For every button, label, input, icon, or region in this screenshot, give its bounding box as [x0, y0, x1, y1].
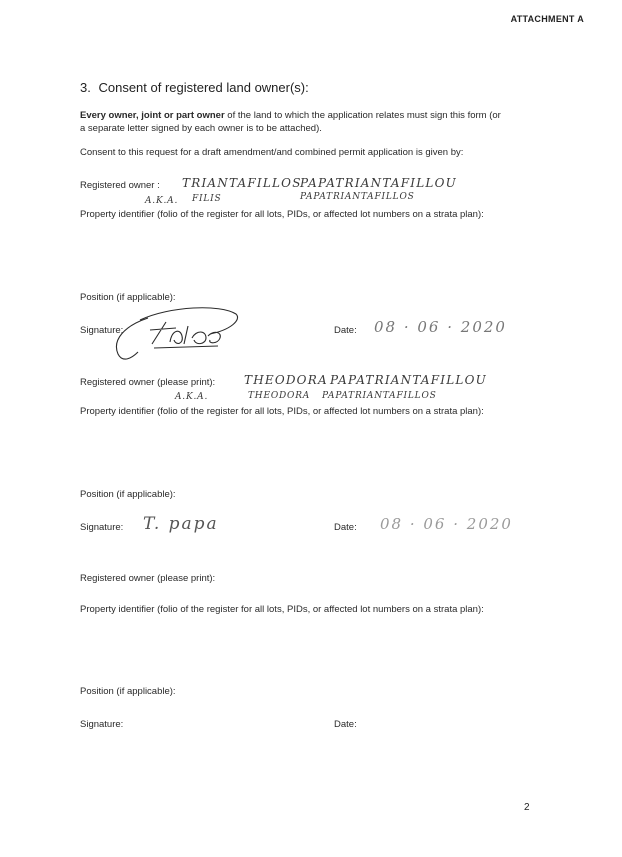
owner-1-property-identifier: Property identifier (folio of the register for all lots, PIDs, or affected lot numbers on a strata plan): — [80, 209, 484, 220]
owner-3-label: Registered owner (please print): — [80, 573, 216, 584]
owner-1-date-label: Date: — [334, 325, 357, 336]
owner-3-property-identifier: Property identifier (folio of the register for all lots, PIDs, or affected lot numbers on a strata plan): — [80, 604, 484, 615]
intro-line-1-rest: of the land to which the application relates must sign this form (or — [224, 110, 501, 121]
owner-2-signature: T. papa — [143, 514, 219, 534]
section-number: 3. — [80, 80, 91, 95]
owner-3-position-label: Position (if applicable): — [80, 686, 176, 697]
owner-2-name-first: THEODORA — [244, 373, 328, 387]
owner-2-position-label: Position (if applicable): — [80, 489, 176, 500]
owner-2-label: Registered owner (please print): — [80, 377, 216, 388]
owner-2-aka-first: THEODORA — [248, 391, 311, 401]
owner-2-date: 08 · 06 · 2020 — [380, 515, 513, 533]
section-title: Consent of registered land owner(s): — [98, 80, 309, 95]
page-number: 2 — [524, 802, 530, 813]
owner-2-property-identifier: Property identifier (folio of the register for all lots, PIDs, or affected lot numbers on a strata plan): — [80, 406, 484, 417]
owner-1-name-last: PAPATRIANTAFILLOU — [300, 176, 457, 190]
owner-2-signature-label: Signature: — [80, 522, 124, 533]
intro-line-2: a separate letter signed by each owner is to be attached). — [80, 123, 322, 134]
intro-bold-lead: Every owner, joint or part owner — [80, 110, 225, 121]
owner-1-aka-first: FILIS — [192, 194, 222, 204]
owner-1-aka-label: A.K.A. — [145, 196, 179, 206]
owner-2-name-last: PAPATRIANTAFILLOU — [330, 373, 487, 387]
owner-1-signature-label: Signature: — [80, 325, 124, 336]
owner-1-date: 08 · 06 · 2020 — [374, 318, 507, 336]
owner-1-signature-image — [110, 300, 245, 370]
consent-statement: Consent to this request for a draft amendment/and combined permit application is given by: — [80, 147, 464, 158]
owner-3-date-label: Date: — [334, 719, 357, 730]
owner-1-aka-last: PAPATRIANTAFILLOS — [300, 192, 415, 202]
owner-1-position-label: Position (if applicable): — [80, 292, 176, 303]
owner-2-aka-label: A.K.A. — [175, 392, 209, 402]
section-heading — [80, 80, 309, 95]
owner-1-name-first: TRIANTAFILLOS — [182, 176, 302, 190]
owner-2-date-label: Date: — [334, 522, 357, 533]
attachment-label: ATTACHMENT A — [510, 14, 584, 24]
owner-1-label: Registered owner : — [80, 180, 160, 191]
owner-2-aka-last: PAPATRIANTAFILLOS — [322, 391, 437, 401]
owner-3-signature-label: Signature: — [80, 719, 124, 730]
intro-line-1 — [80, 110, 501, 121]
